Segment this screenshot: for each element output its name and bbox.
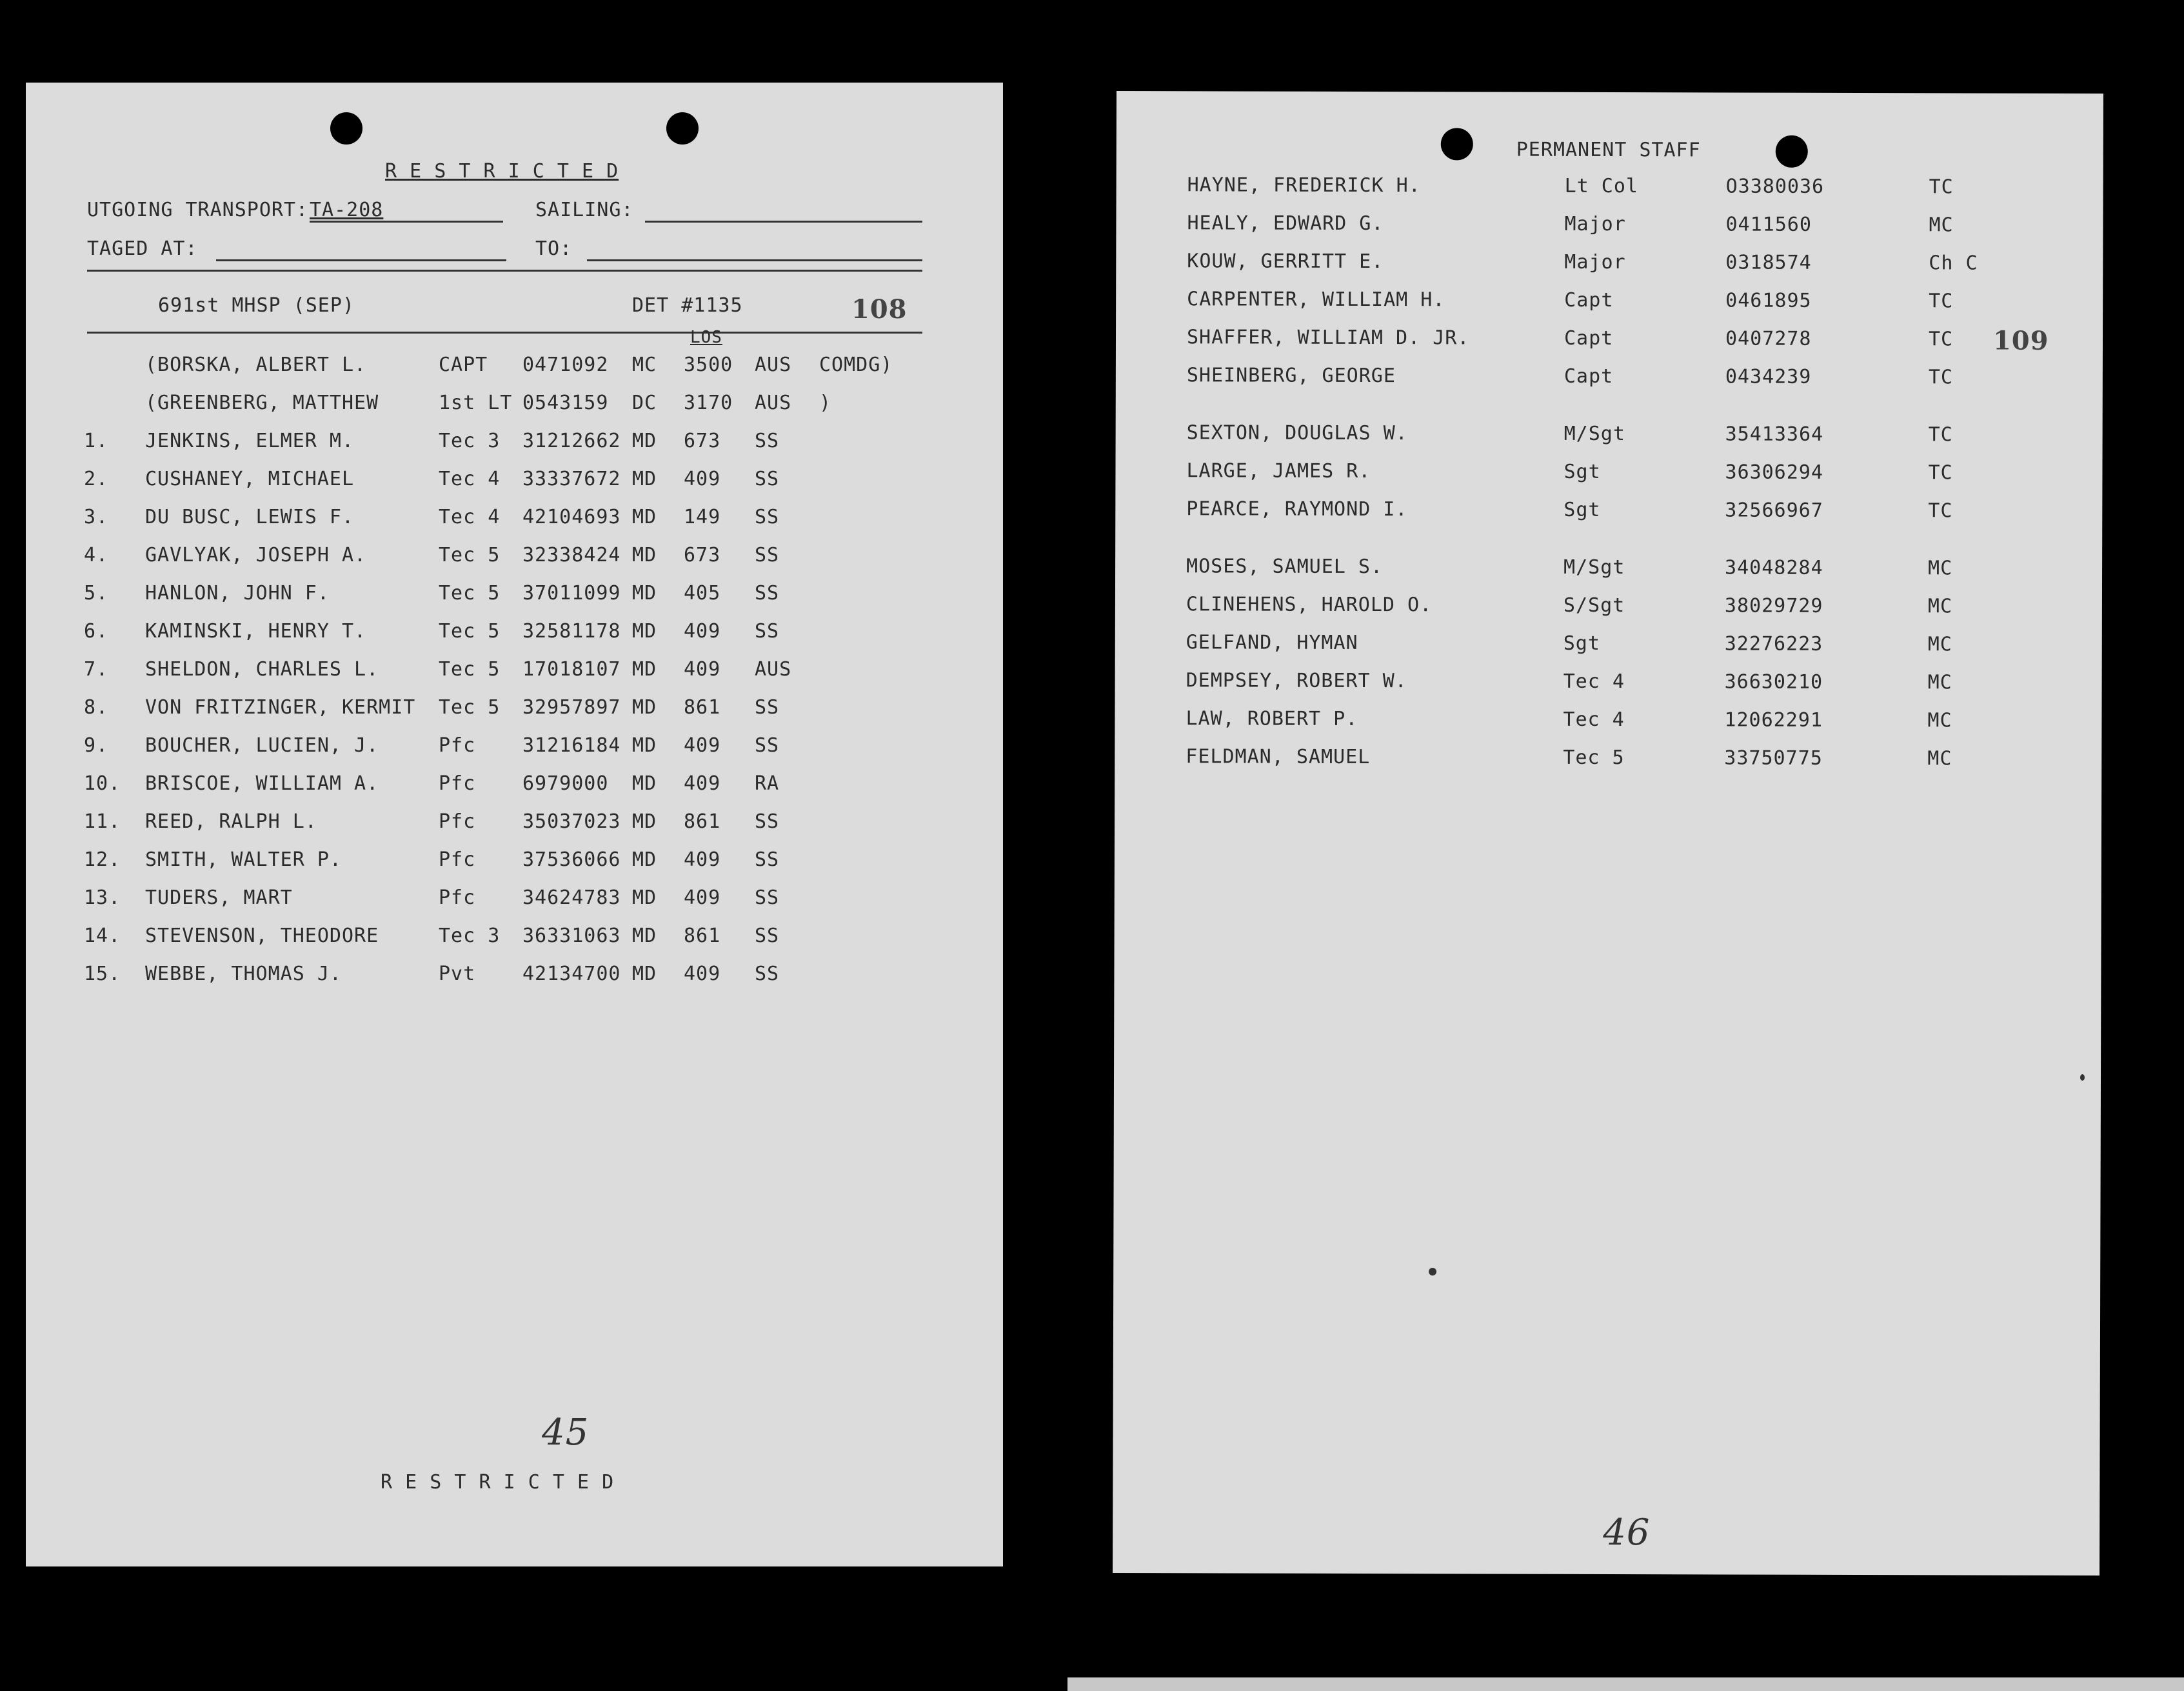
- serial-number: 33337672: [522, 468, 621, 490]
- serial-number: 32957897: [522, 696, 621, 719]
- row-number: 11.: [84, 810, 121, 833]
- staff-name: CARPENTER, WILLIAM H.: [1187, 288, 1445, 312]
- branch: MD: [632, 658, 657, 681]
- rank: Sgt: [1564, 460, 1601, 483]
- staff-name: PEARCE, RAYMOND I.: [1186, 497, 1408, 521]
- restricted-header: R E S T R I C T E D: [385, 160, 619, 183]
- serial-number: 33750775: [1724, 746, 1823, 770]
- handwritten-folio: 46: [1603, 1511, 1651, 1554]
- serial-number: 0411560: [1725, 213, 1812, 236]
- component: SS: [755, 544, 780, 566]
- component: SS: [755, 620, 780, 643]
- component: AUS: [755, 392, 792, 414]
- rank: M/Sgt: [1564, 422, 1625, 446]
- branch: TC: [1928, 461, 1953, 485]
- right-document-page: [1113, 91, 2103, 1576]
- table-row: [26, 430, 1003, 458]
- serial-number: 0318574: [1725, 251, 1812, 274]
- serial-number: 42134700: [522, 963, 621, 985]
- component: RA: [755, 772, 780, 795]
- punch-hole: [1441, 128, 1473, 160]
- branch: DC: [632, 392, 657, 414]
- component: SS: [755, 963, 780, 985]
- branch: MD: [632, 925, 657, 947]
- branch: MC: [1927, 671, 1952, 694]
- specialty-code: 861: [684, 925, 721, 947]
- component: SS: [755, 582, 780, 605]
- list-item: [1116, 288, 2103, 319]
- row-number: 9.: [84, 734, 109, 757]
- staff-name: SHEINBERG, GEORGE: [1186, 364, 1396, 388]
- list-item: [1116, 212, 2103, 243]
- table-row: [26, 848, 1003, 877]
- remark: ): [819, 392, 832, 414]
- branch: TC: [1928, 366, 1954, 389]
- serial-number: 34624783: [522, 886, 621, 909]
- soldier-name: DU BUSC, LEWIS F.: [145, 506, 355, 528]
- branch: MC: [1927, 747, 1952, 770]
- remark: COMDG): [819, 354, 893, 376]
- branch: MC: [1928, 557, 1953, 580]
- list-item: [1116, 364, 2103, 395]
- roster-rule: [87, 332, 922, 334]
- component: SS: [755, 734, 780, 757]
- branch: TC: [1928, 423, 1953, 446]
- soldier-name: STEVENSON, THEODORE: [145, 925, 379, 947]
- branch: MD: [632, 696, 657, 719]
- los-header: LOS: [690, 328, 722, 347]
- soldier-name: CUSHANEY, MICHAEL: [145, 468, 355, 490]
- rank: CAPT: [439, 354, 488, 376]
- staff-name: CLINEHENS, HAROLD O.: [1186, 593, 1433, 617]
- punch-hole: [1776, 135, 1808, 168]
- soldier-name: JENKINS, ELMER M.: [145, 430, 355, 452]
- table-row: [26, 810, 1003, 839]
- soldier-name: GAVLYAK, JOSEPH A.: [145, 544, 367, 566]
- serial-number: 17018107: [522, 658, 621, 681]
- list-item: [1116, 250, 2103, 281]
- detachment-number: DET #1135: [632, 294, 743, 317]
- component: SS: [755, 468, 780, 490]
- branch: TC: [1928, 499, 1953, 523]
- list-item: [1115, 555, 2102, 586]
- list-item: [1115, 497, 2102, 528]
- rank: Pvt: [439, 963, 476, 985]
- serial-number: 0471092: [522, 354, 609, 376]
- specialty-code: 409: [684, 620, 721, 643]
- row-number: 7.: [84, 658, 109, 681]
- row-number: 8.: [84, 696, 109, 719]
- table-row: [26, 925, 1003, 953]
- staff-name: SEXTON, DOUGLAS W.: [1186, 421, 1408, 445]
- rank: Pfc: [439, 810, 476, 833]
- specialty-code: 409: [684, 772, 721, 795]
- component: SS: [755, 925, 780, 947]
- specialty-code: 673: [684, 430, 721, 452]
- rank: Tec 4: [439, 468, 501, 490]
- soldier-name: TUDERS, MART: [145, 886, 293, 909]
- rank: M/Sgt: [1564, 555, 1625, 579]
- staff-title: PERMANENT STAFF: [1516, 138, 1701, 162]
- rank: Tec 5: [439, 544, 501, 566]
- specialty-code: 409: [684, 848, 721, 871]
- rank: Tec 3: [439, 430, 501, 452]
- component: SS: [755, 430, 780, 452]
- branch: MD: [632, 582, 657, 605]
- specialty-code: 409: [684, 468, 721, 490]
- list-item: [1115, 593, 2102, 624]
- staff-name: DEMPSEY, ROBERT W.: [1186, 669, 1407, 693]
- specialty-code: 409: [684, 734, 721, 757]
- rank: Tec 4: [1563, 670, 1625, 694]
- table-row: [26, 506, 1003, 534]
- branch: TC: [1929, 290, 1954, 313]
- unit-name: 691st MHSP (SEP): [158, 294, 355, 317]
- soldier-name: BOUCHER, LUCIEN, J.: [145, 734, 379, 757]
- table-row: [26, 468, 1003, 496]
- serial-number: 42104693: [522, 506, 621, 528]
- specialty-code: 3170: [684, 392, 733, 414]
- component: SS: [755, 886, 780, 909]
- row-number: 14.: [84, 925, 121, 947]
- staff-name: MOSES, SAMUEL S.: [1186, 555, 1384, 579]
- component: AUS: [755, 658, 792, 681]
- table-row: [26, 696, 1003, 725]
- specialty-code: 861: [684, 696, 721, 719]
- branch: MC: [1929, 214, 1954, 237]
- serial-number: 32566967: [1725, 499, 1823, 522]
- rank: Lt Col: [1564, 174, 1639, 198]
- specialty-code: 409: [684, 658, 721, 681]
- rank: Tec 5: [439, 620, 501, 643]
- soldier-name: VON FRITZINGER, KERMIT: [145, 696, 416, 719]
- table-row: [26, 734, 1003, 763]
- serial-number: 38029729: [1724, 594, 1823, 617]
- component: SS: [755, 810, 780, 833]
- specialty-code: 409: [684, 963, 721, 985]
- restricted-footer: R E S T R I C T E D: [381, 1471, 615, 1494]
- list-item: [1117, 174, 2103, 205]
- rank: 1st LT: [439, 392, 513, 414]
- rank: Pfc: [439, 734, 476, 757]
- handwritten-folio: 45: [542, 1412, 590, 1454]
- serial-number: 32276223: [1724, 632, 1823, 655]
- rank: Major: [1564, 250, 1626, 274]
- branch: MD: [632, 810, 657, 833]
- staff-name: SHAFFER, WILLIAM D. JR.: [1186, 326, 1470, 350]
- row-number: 15.: [84, 963, 121, 985]
- staged-underline: [216, 259, 506, 261]
- list-item: [1115, 707, 2101, 738]
- component: AUS: [755, 354, 792, 376]
- serial-number: 35037023: [522, 810, 621, 833]
- serial-number: 36306294: [1725, 461, 1824, 484]
- rank: Capt: [1564, 288, 1614, 312]
- transport-value: TA-208: [310, 199, 384, 221]
- serial-number: 36331063: [522, 925, 621, 947]
- specialty-code: 409: [684, 886, 721, 909]
- transport-underline: [310, 221, 503, 223]
- branch: MC: [1927, 595, 1953, 618]
- list-item: [1116, 326, 2103, 357]
- staff-name: HAYNE, FREDERICK H.: [1187, 174, 1421, 197]
- soldier-name: HANLON, JOHN F.: [145, 582, 330, 605]
- rank: Sgt: [1564, 498, 1601, 521]
- speck: [1429, 1268, 1436, 1276]
- list-item: [1115, 631, 2102, 662]
- soldier-name: BRISCOE, WILLIAM A.: [145, 772, 379, 795]
- rank: Capt: [1564, 365, 1614, 388]
- row-number: 3.: [84, 506, 109, 528]
- row-number: 13.: [84, 886, 121, 909]
- punch-hole: [666, 112, 699, 145]
- branch: MD: [632, 772, 657, 795]
- rank: Capt: [1564, 326, 1614, 350]
- serial-number: O3380036: [1725, 175, 1825, 198]
- table-row: [26, 886, 1003, 915]
- table-row: [26, 392, 1003, 420]
- branch: MD: [632, 620, 657, 643]
- rank: Tec 4: [439, 506, 501, 528]
- staged-label: TAGED AT:: [87, 237, 198, 260]
- branch: MD: [632, 963, 657, 985]
- row-number: 2.: [84, 468, 109, 490]
- soldier-name: (GREENBERG, MATTHEW: [145, 392, 379, 414]
- serial-number: 34048284: [1725, 556, 1823, 579]
- branch: MC: [632, 354, 657, 376]
- specialty-code: 861: [684, 810, 721, 833]
- rank: Major: [1564, 212, 1626, 236]
- branch: MD: [632, 468, 657, 490]
- page-number-stamp: 108: [851, 294, 908, 325]
- serial-number: 6979000: [522, 772, 609, 795]
- staff-name: KOUW, GERRITT E.: [1187, 250, 1384, 274]
- rank: Pfc: [439, 772, 476, 795]
- staff-name: GELFAND, HYMAN: [1186, 631, 1358, 654]
- list-item: [1115, 669, 2102, 700]
- serial-number: 36630210: [1724, 670, 1823, 694]
- rank: Tec 5: [439, 658, 501, 681]
- page-number-stamp: 109: [1992, 325, 2049, 356]
- sailing-underline: [645, 221, 922, 223]
- rank: Tec 5: [1563, 746, 1625, 770]
- rank: Tec 5: [439, 696, 501, 719]
- serial-number: 32338424: [522, 544, 621, 566]
- component: SS: [755, 848, 780, 871]
- branch: MD: [632, 848, 657, 871]
- soldier-name: REED, RALPH L.: [145, 810, 317, 833]
- rank: Pfc: [439, 848, 476, 871]
- punch-hole: [330, 112, 362, 145]
- table-row: [26, 620, 1003, 648]
- list-item: [1115, 745, 2101, 776]
- list-item: [1115, 459, 2102, 490]
- serial-number: 37011099: [522, 582, 621, 605]
- next-page-edge: [1067, 1677, 2184, 1691]
- rank: S/Sgt: [1563, 594, 1625, 617]
- left-document-page: [26, 83, 1003, 1566]
- table-row: [26, 544, 1003, 572]
- sailing-label: SAILING:: [535, 199, 634, 221]
- specialty-code: 673: [684, 544, 721, 566]
- soldier-name: WEBBE, THOMAS J.: [145, 963, 342, 985]
- row-number: 6.: [84, 620, 109, 643]
- specialty-code: 405: [684, 582, 721, 605]
- header-rule: [87, 270, 922, 272]
- branch: MD: [632, 506, 657, 528]
- serial-number: 35413364: [1725, 423, 1824, 446]
- staff-name: HEALY, EDWARD G.: [1187, 212, 1384, 235]
- transport-label: UTGOING TRANSPORT:: [87, 199, 309, 221]
- rank: Pfc: [439, 886, 476, 909]
- serial-number: 0407278: [1725, 327, 1812, 350]
- rank: Tec 3: [439, 925, 501, 947]
- row-number: 10.: [84, 772, 121, 795]
- table-row: [26, 658, 1003, 686]
- rank: Tec 4: [1563, 708, 1625, 732]
- staff-name: FELDMAN, SAMUEL: [1186, 745, 1371, 769]
- branch: MD: [632, 544, 657, 566]
- branch: MC: [1927, 709, 1952, 732]
- table-row: [26, 963, 1003, 991]
- branch: MD: [632, 430, 657, 452]
- list-item: [1116, 421, 2103, 452]
- to-underline: [587, 259, 922, 261]
- component: SS: [755, 696, 780, 719]
- rank: Tec 5: [439, 582, 501, 605]
- soldier-name: SHELDON, CHARLES L.: [145, 658, 379, 681]
- to-label: TO:: [535, 237, 573, 260]
- serial-number: 37536066: [522, 848, 621, 871]
- serial-number: 32581178: [522, 620, 621, 643]
- branch: TC: [1928, 328, 1954, 351]
- row-number: 1.: [84, 430, 109, 452]
- branch: MD: [632, 886, 657, 909]
- staff-name: LAW, ROBERT P.: [1186, 707, 1358, 730]
- serial-number: 0543159: [522, 392, 609, 414]
- row-number: 12.: [84, 848, 121, 871]
- row-number: 5.: [84, 582, 109, 605]
- staff-name: LARGE, JAMES R.: [1186, 459, 1371, 483]
- table-row: [26, 354, 1003, 382]
- table-row: [26, 582, 1003, 610]
- branch: Ch C: [1929, 252, 1978, 275]
- soldier-name: SMITH, WALTER P.: [145, 848, 342, 871]
- branch: TC: [1929, 175, 1954, 199]
- rank: Sgt: [1563, 632, 1601, 655]
- serial-number: 12062291: [1724, 708, 1823, 732]
- row-number: 4.: [84, 544, 109, 566]
- soldier-name: KAMINSKI, HENRY T.: [145, 620, 367, 643]
- speck: [2080, 1074, 2085, 1081]
- serial-number: 0434239: [1725, 365, 1812, 388]
- serial-number: 0461895: [1725, 289, 1812, 312]
- branch: MC: [1927, 633, 1952, 656]
- table-row: [26, 772, 1003, 801]
- branch: MD: [632, 734, 657, 757]
- soldier-name: (BORSKA, ALBERT L.: [145, 354, 367, 376]
- specialty-code: 149: [684, 506, 721, 528]
- component: SS: [755, 506, 780, 528]
- serial-number: 31212662: [522, 430, 621, 452]
- serial-number: 31216184: [522, 734, 621, 757]
- specialty-code: 3500: [684, 354, 733, 376]
